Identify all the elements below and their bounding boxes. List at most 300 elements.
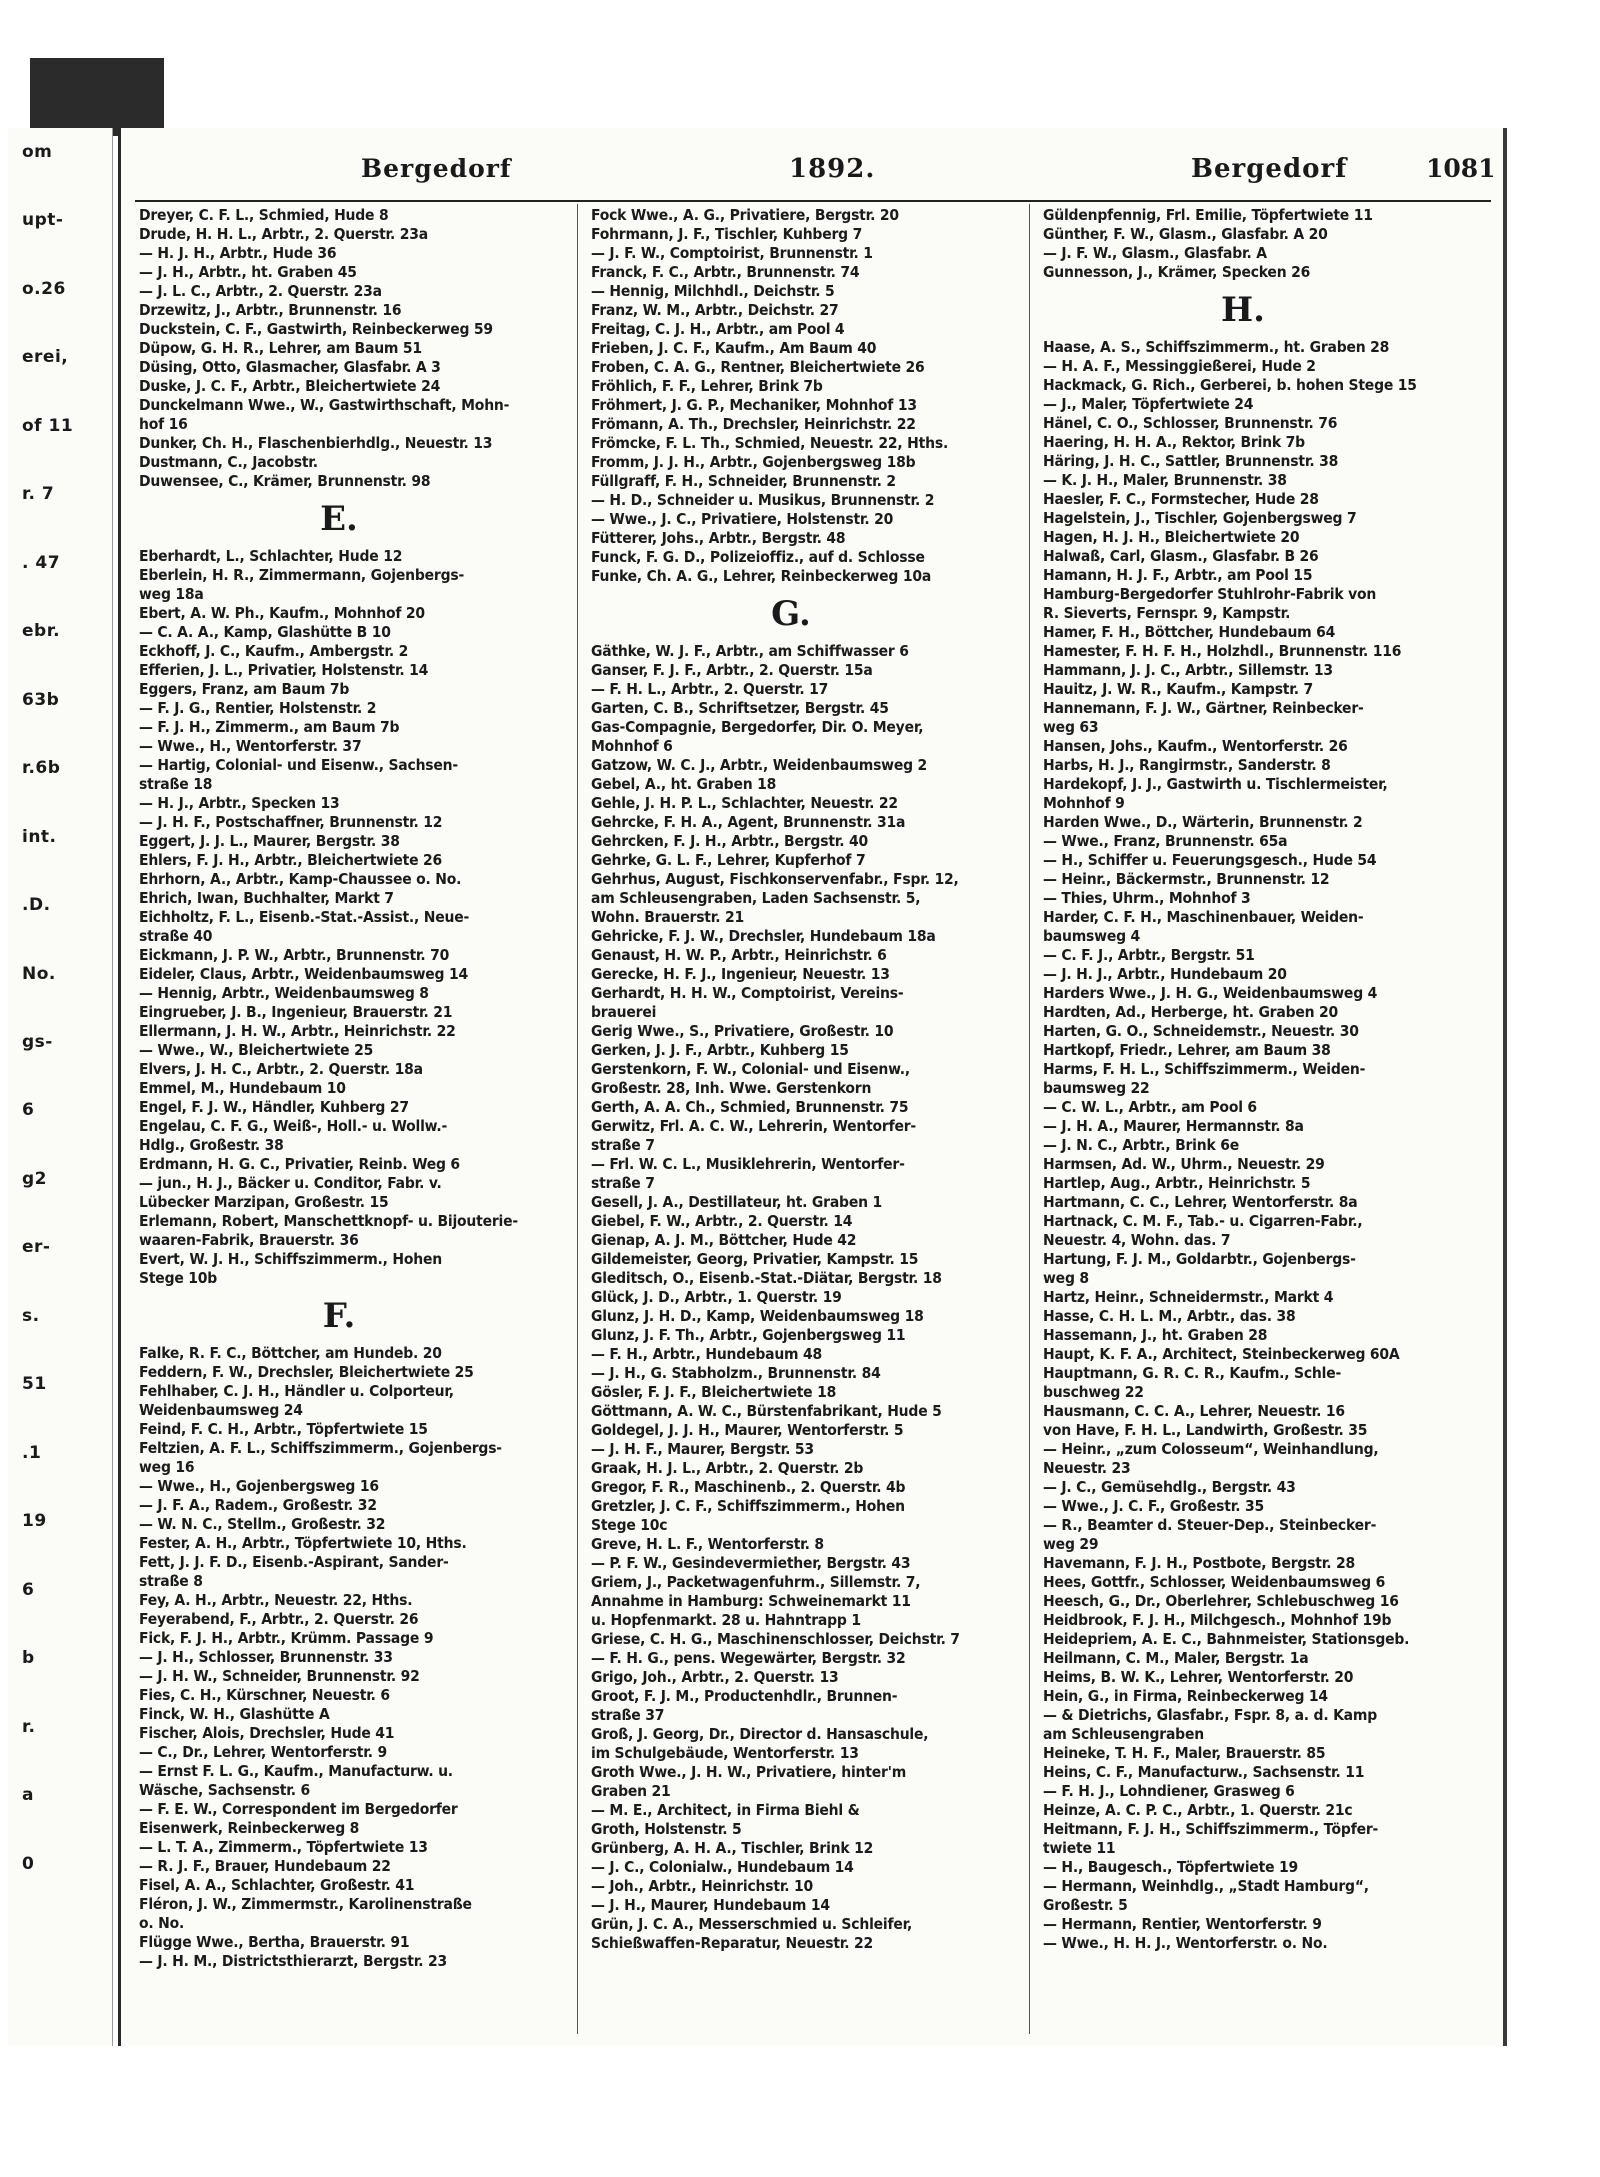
running-head-right: Bergedorf (1191, 154, 1348, 184)
directory-entry: — F. H. J., Lohndiener, Grasweg 6 (1043, 1782, 1295, 1800)
facing-page-fragment: er- (22, 1237, 51, 1258)
year-heading: 1892. (789, 154, 876, 184)
directory-entry: Gehrhus, August, Fischkonservenfabr., Fspr. 12, (591, 870, 959, 888)
directory-entry: Heesch, G., Dr., Oberlehrer, Schlebuschweg 16 (1043, 1592, 1399, 1610)
directory-entry: Stege 10b (139, 1269, 218, 1287)
facing-page-fragment: .1 (22, 1442, 42, 1463)
directory-entry: weg 29 (1043, 1535, 1099, 1553)
directory-entry: — R. J. F., Brauer, Hundebaum 22 (139, 1857, 391, 1875)
directory-entry: Gebel, A., ht. Graben 18 (591, 775, 777, 793)
directory-entry: Fröhmert, J. G. P., Mechaniker, Mohnhof 13 (591, 396, 917, 414)
directory-entry: straße 40 (139, 927, 213, 945)
directory-entry: Großestr. 5 (1043, 1896, 1128, 1914)
directory-entry: o. No. (139, 1914, 185, 1932)
directory-entry: Frömann, A. Th., Drechsler, Heinrichstr. 22 (591, 415, 916, 433)
directory-entry: straße 7 (591, 1136, 655, 1154)
directory-entry: Evert, W. J. H., Schiffszimmerm., Hohen (139, 1250, 442, 1268)
directory-entry: Hartkopf, Friedr., Lehrer, am Baum 38 (1043, 1041, 1331, 1059)
directory-entry: straße 18 (139, 775, 213, 793)
directory-entry: Fröhlich, F. F., Lehrer, Brink 7b (591, 377, 823, 395)
directory-entry: Hagelstein, J., Tischler, Gojenbergsweg 7 (1043, 509, 1357, 527)
facing-page-fragment: 6 (22, 1579, 35, 1600)
facing-page-fragment: 19 (22, 1511, 47, 1532)
directory-entry: Drzewitz, J., Arbtr., Brunnenstr. 16 (139, 301, 402, 319)
directory-entry: baumsweg 4 (1043, 927, 1141, 945)
directory-entry: — L. T. A., Zimmerm., Töpfertwiete 13 (139, 1838, 428, 1856)
directory-entry: Emmel, M., Hundebaum 10 (139, 1079, 346, 1097)
directory-entry: — Wwe., H., Wentorferstr. 37 (139, 737, 362, 755)
directory-entry: Havemann, F. J. H., Postbote, Bergstr. 28 (1043, 1554, 1355, 1572)
directory-entry: Heineke, T. H. F., Maler, Brauerstr. 85 (1043, 1744, 1326, 1762)
directory-entry: Harbs, H. J., Rangirmstr., Sanderstr. 8 (1043, 756, 1331, 774)
directory-entry: Gretzler, J. C. F., Schiffszimmerm., Hohen (591, 1497, 905, 1515)
directory-entry: Fohrmann, J. F., Tischler, Kuhberg 7 (591, 225, 863, 243)
directory-entry: Hein, G., in Firma, Reinbeckerweg 14 (1043, 1687, 1328, 1705)
directory-entry: — P. F. W., Gesindevermiether, Bergstr. 43 (591, 1554, 911, 1572)
directory-entry: Eckhoff, J. C., Kaufm., Ambergstr. 2 (139, 642, 409, 660)
directory-entry: — H. A. F., Messinggießerei, Hude 2 (1043, 357, 1316, 375)
header-rule (135, 200, 1491, 202)
directory-entry: Feind, F. C. H., Arbtr., Töpfertwiete 15 (139, 1420, 428, 1438)
directory-entry: Heidepriem, A. E. C., Bahnmeister, Stationsgeb. (1043, 1630, 1410, 1648)
facing-page-fragment: No. (22, 963, 56, 984)
directory-entry: am Schleusengraben, Laden Sachsenstr. 5, (591, 889, 921, 907)
directory-entry: — jun., H. J., Bäcker u. Conditor, Fabr. v. (139, 1174, 442, 1192)
directory-entry: straße 37 (591, 1706, 665, 1724)
directory-entry: Franck, F. C., Arbtr., Brunnenstr. 74 (591, 263, 860, 281)
directory-entry: — M. E., Architect, in Firma Biehl & (591, 1801, 860, 1819)
directory-entry: von Have, F. H. L., Landwirth, Großestr. 35 (1043, 1421, 1368, 1439)
directory-entry: weg 8 (1043, 1269, 1089, 1287)
directory-entry: — J. L. C., Arbtr., 2. Querstr. 23a (139, 282, 382, 300)
directory-entry: Neuestr. 23 (1043, 1459, 1131, 1477)
directory-entry: Feyerabend, F., Arbtr., 2. Querstr. 26 (139, 1610, 419, 1628)
directory-entry: Gerth, A. A. Ch., Schmied, Brunnenstr. 75 (591, 1098, 909, 1116)
directory-entry: — J. N. C., Arbtr., Brink 6e (1043, 1136, 1239, 1154)
directory-entry: Duske, J. C. F., Arbtr., Bleichertwiete 24 (139, 377, 441, 395)
facing-page-fragment: erei, (22, 347, 69, 368)
column-1 (139, 206, 539, 1971)
directory-entry: Gienap, A. J. M., Böttcher, Hude 42 (591, 1231, 857, 1249)
directory-entry: — Wwe., J. C. F., Großestr. 35 (1043, 1497, 1264, 1515)
directory-entry: Stege 10c (591, 1516, 668, 1534)
directory-entry: hof 16 (139, 415, 188, 433)
directory-entry: Glück, J. D., Arbtr., 1. Querstr. 19 (591, 1288, 842, 1306)
directory-entry: Mohnhof 9 (1043, 794, 1125, 812)
running-head-left: Bergedorf (361, 154, 512, 183)
directory-entry: Füllgraff, F. H., Schneider, Brunnenstr. 2 (591, 472, 896, 490)
column-2 (591, 206, 991, 1953)
facing-page-fragment: b (22, 1648, 35, 1669)
directory-entry: Harms, F. H. L., Schiffszimmerm., Weiden- (1043, 1060, 1366, 1078)
directory-entry: Drude, H. H. L., Arbtr., 2. Querstr. 23a (139, 225, 428, 243)
directory-entry: Ebert, A. W. Ph., Kaufm., Mohnhof 20 (139, 604, 425, 622)
directory-entry: Göttmann, A. W. C., Bürstenfabrikant, Hude 5 (591, 1402, 942, 1420)
page-number: 1081 (1426, 154, 1496, 183)
directory-entry: Häring, J. H. C., Sattler, Brunnenstr. 38 (1043, 452, 1339, 470)
directory-entry: — J. H. M., Districtsthierarzt, Bergstr. 23 (139, 1952, 447, 1970)
directory-entry: Hartz, Heinr., Schneidermstr., Markt 4 (1043, 1288, 1334, 1306)
binding-shadow (30, 58, 164, 136)
directory-entry: Elvers, J. H. C., Arbtr., 2. Querstr. 18a (139, 1060, 423, 1078)
facing-page-fragment: 6 (22, 1100, 35, 1121)
directory-entry: Heidbrook, F. J. H., Milchgesch., Mohnhof 19b (1043, 1611, 1392, 1629)
directory-entry: Hartnack, C. M. F., Tab.- u. Cigarren-Fabr., (1043, 1212, 1363, 1230)
directory-entry: Düsing, Otto, Glasmacher, Glasfabr. A 3 (139, 358, 441, 376)
directory-entry: Heilmann, C. M., Maler, Bergstr. 1a (1043, 1649, 1309, 1667)
directory-entry: — Wwe., J. C., Privatiere, Holstenstr. 20 (591, 510, 894, 528)
directory-entry: — F. J. H., Zimmerm., am Baum 7b (139, 718, 400, 736)
directory-entry: Engel, F. J. W., Händler, Kuhberg 27 (139, 1098, 409, 1116)
facing-page-fragment: g2 (22, 1168, 47, 1189)
directory-entry: — Wwe., H. H. J., Wentorferstr. o. No. (1043, 1934, 1328, 1952)
directory-entry: Gatzow, W. C. J., Arbtr., Weidenbaumsweg 2 (591, 756, 928, 774)
facing-page-fragment: 63b (22, 689, 60, 710)
directory-entry: — Hennig, Arbtr., Weidenbaumsweg 8 (139, 984, 429, 1002)
directory-entry: Heitmann, F. J. H., Schiffszimmerm., Töpfer- (1043, 1820, 1379, 1838)
section-letter: F. (322, 1296, 356, 1336)
facing-page-fragment: 51 (22, 1374, 47, 1395)
directory-entry: Ganser, F. J. F., Arbtr., 2. Querstr. 15a (591, 661, 873, 679)
directory-entry: Frömcke, F. L. Th., Schmied, Neuestr. 22, Hths. (591, 434, 949, 452)
directory-entry: — C. F. J., Arbtr., Bergstr. 51 (1043, 946, 1255, 964)
directory-entry: Hammann, J. J. C., Arbtr., Sillemstr. 13 (1043, 661, 1333, 679)
directory-entry: — J., Maler, Töpfertwiete 24 (1043, 395, 1254, 413)
directory-entry: Schießwaffen-Reparatur, Neuestr. 22 (591, 1934, 874, 1952)
directory-entry: Hänel, C. O., Schlosser, Brunnenstr. 76 (1043, 414, 1338, 432)
directory-entry: Eggers, Franz, am Baum 7b (139, 680, 350, 698)
directory-entry: — & Dietrichs, Glasfabr., Fspr. 8, a. d. Kamp (1043, 1706, 1377, 1724)
directory-entry: — Hartig, Colonial- und Eisenw., Sachsen- (139, 756, 458, 774)
directory-entry: Weidenbaumsweg 24 (139, 1401, 303, 1419)
directory-entry: Hausmann, C. C. A., Lehrer, Neuestr. 16 (1043, 1402, 1345, 1420)
directory-entry: brauerei (591, 1003, 657, 1021)
facing-page-fragment: r.6b (22, 758, 61, 779)
directory-entry: Ehrich, Iwan, Buchhalter, Markt 7 (139, 889, 394, 907)
directory-entry: Fisel, A. A., Schlachter, Großestr. 41 (139, 1876, 415, 1894)
directory-entry: Grün, J. C. A., Messerschmied u. Schleifer, (591, 1915, 913, 1933)
directory-entry: — H., Schiffer u. Feuerungsgesch., Hude 54 (1043, 851, 1377, 869)
directory-entry: Günther, F. W., Glasm., Glasfabr. A 20 (1043, 225, 1328, 243)
facing-page-fragment: a (22, 1785, 34, 1806)
directory-entry: Hardekopf, J. J., Gastwirth u. Tischlermeister, (1043, 775, 1388, 793)
directory-entry: Fies, C. H., Kürschner, Neuestr. 6 (139, 1686, 390, 1704)
directory-entry: — Hermann, Rentier, Wentorferstr. 9 (1043, 1915, 1322, 1933)
column-3 (1043, 206, 1443, 1953)
directory-entry: Mohnhof 6 (591, 737, 673, 755)
directory-entry: Fehlhaber, C. J. H., Händler u. Colporteur, (139, 1382, 454, 1400)
directory-entry: Halwaß, Carl, Glasm., Glasfabr. B 26 (1043, 547, 1319, 565)
directory-entry: Gösler, F. J. F., Bleichertwiete 18 (591, 1383, 837, 1401)
directory-entry: Dunckelmann Wwe., W., Gastwirthschaft, Mohn- (139, 396, 510, 414)
directory-entry: — H., Baugesch., Töpfertwiete 19 (1043, 1858, 1299, 1876)
directory-entry: Gerstenkorn, F. W., Colonial- und Eisenw., (591, 1060, 910, 1078)
directory-entry: — F. E. W., Correspondent im Bergedorfer (139, 1800, 458, 1818)
directory-entry: Gerken, J. J. F., Arbtr., Kuhberg 15 (591, 1041, 849, 1059)
directory-entry: Gildemeister, Georg, Privatier, Kampstr. 15 (591, 1250, 919, 1268)
directory-entry: Falke, R. F. C., Böttcher, am Hundeb. 20 (139, 1344, 442, 1362)
directory-entry: Feltzien, A. F. L., Schiffszimmerm., Gojenbergs- (139, 1439, 502, 1457)
directory-entry: Gesell, J. A., Destillateur, ht. Graben 1 (591, 1193, 882, 1211)
directory-entry: Freitag, C. J. H., Arbtr., am Pool 4 (591, 320, 845, 338)
directory-entry: Hannemann, F. J. W., Gärtner, Reinbecker- (1043, 699, 1364, 717)
directory-entry: Frieben, J. C. F., Kaufm., Am Baum 40 (591, 339, 877, 357)
directory-entry: Fett, J. J. F. D., Eisenb.-Aspirant, Sander- (139, 1553, 449, 1571)
directory-entry: Hassemann, J., ht. Graben 28 (1043, 1326, 1268, 1344)
directory-entry: Gehrke, G. L. F., Lehrer, Kupferhof 7 (591, 851, 866, 869)
directory-entry: Hamester, F. H. F. H., Holzhdl., Brunnenstr. 116 (1043, 642, 1402, 660)
directory-entry: Engelau, C. F. G., Weiß-, Holl.- u. Wollw.- (139, 1117, 448, 1135)
directory-entry: Harmsen, Ad. W., Uhrm., Neuestr. 29 (1043, 1155, 1325, 1173)
directory-entry: Dreyer, C. F. L., Schmied, Hude 8 (139, 206, 389, 224)
directory-entry: Heinze, A. C. P. C., Arbtr., 1. Querstr. 21c (1043, 1801, 1353, 1819)
directory-entry: — C. A. A., Kamp, Glashütte B 10 (139, 623, 391, 641)
directory-entry: — Wwe., H., Gojenbergsweg 16 (139, 1477, 379, 1495)
directory-entry: — J. C., Colonialw., Hundebaum 14 (591, 1858, 854, 1876)
directory-entry: R. Sieverts, Fernspr. 9, Kampstr. (1043, 604, 1291, 622)
directory-entry: Efferien, J. L., Privatier, Holstenstr. 14 (139, 661, 429, 679)
section-letter: E. (320, 499, 358, 539)
directory-entry: Haering, H. H. A., Rektor, Brink 7b (1043, 433, 1305, 451)
directory-entry: Hackmack, G. Rich., Gerberei, b. hohen Stege 15 (1043, 376, 1417, 394)
directory-entry: Eichholtz, F. L., Eisenb.-Stat.-Assist., Neue- (139, 908, 470, 926)
directory-entry: Hardten, Ad., Herberge, ht. Graben 20 (1043, 1003, 1339, 1021)
directory-entry: Glunz, J. F. Th., Arbtr., Gojenbergsweg 11 (591, 1326, 906, 1344)
directory-entry: twiete 11 (1043, 1839, 1116, 1857)
directory-entry: im Schulgebäude, Wentorferstr. 13 (591, 1744, 859, 1762)
directory-entry: Fischer, Alois, Drechsler, Hude 41 (139, 1724, 395, 1742)
directory-entry: Gerecke, H. F. J., Ingenieur, Neuestr. 13 (591, 965, 890, 983)
section-letter: H. (1221, 290, 1265, 330)
facing-page-fragment: 0 (22, 1853, 35, 1874)
facing-page-edge (8, 128, 113, 2046)
directory-entry: Harten, G. O., Schneidemstr., Neuestr. 30 (1043, 1022, 1359, 1040)
directory-entry: — H. J., Arbtr., Specken 13 (139, 794, 340, 812)
directory-entry: — J. H., Arbtr., ht. Graben 45 (139, 263, 357, 281)
directory-entry: Duwensee, C., Krämer, Brunnenstr. 98 (139, 472, 431, 490)
facing-page-fragment: upt- (22, 210, 64, 231)
directory-entry: — J. H., G. Stabholzm., Brunnenstr. 84 (591, 1364, 881, 1382)
directory-entry: Ehrhorn, A., Arbtr., Kamp-Chaussee o. No. (139, 870, 462, 888)
facing-page-fragment: s. (22, 1305, 40, 1326)
directory-entry: — H. D., Schneider u. Musikus, Brunnenstr. 2 (591, 491, 935, 509)
directory-entry: Feddern, F. W., Drechsler, Bleichertwiete 25 (139, 1363, 474, 1381)
directory-entry: — Frl. W. C. L., Musiklehrerin, Wentorfer- (591, 1155, 905, 1173)
directory-entry: Groot, F. J. M., Productenhdlr., Brunnen- (591, 1687, 898, 1705)
directory-entry: Fey, A. H., Arbtr., Neuestr. 22, Hths. (139, 1591, 413, 1609)
directory-entry: Funke, Ch. A. G., Lehrer, Reinbeckerweg 10a (591, 567, 932, 585)
directory-entry: Eickmann, J. P. W., Arbtr., Brunnenstr. 70 (139, 946, 450, 964)
directory-entry: weg 63 (1043, 718, 1099, 736)
facing-page-fragment: om (22, 142, 53, 162)
directory-entry: am Schleusengraben (1043, 1725, 1204, 1743)
directory-entry: Fick, F. J. H., Arbtr., Krümm. Passage 9 (139, 1629, 434, 1647)
directory-entry: Gehricke, F. J. W., Drechsler, Hundebaum 18a (591, 927, 936, 945)
directory-entry: Gerig Wwe., S., Privatiere, Großestr. 10 (591, 1022, 894, 1040)
directory-entry: — C., Dr., Lehrer, Wentorferstr. 9 (139, 1743, 387, 1761)
directory-entry: Hamer, F. H., Böttcher, Hundebaum 64 (1043, 623, 1336, 641)
directory-entry: Güldenpfennig, Frl. Emilie, Töpfertwiete 11 (1043, 206, 1373, 224)
directory-entry: weg 18a (139, 585, 204, 603)
directory-entry: Fock Wwe., A. G., Privatiere, Bergstr. 20 (591, 206, 899, 224)
directory-entry: Eberhardt, L., Schlachter, Hude 12 (139, 547, 403, 565)
directory-entry: weg 16 (139, 1458, 195, 1476)
directory-entry: Haesler, F. C., Formstecher, Hude 28 (1043, 490, 1319, 508)
directory-entry: Eideler, Claus, Arbtr., Weidenbaumsweg 14 (139, 965, 468, 983)
directory-entry: Hauptmann, G. R. C. R., Kaufm., Schle- (1043, 1364, 1342, 1382)
facing-page-fragment: ebr. (22, 621, 61, 642)
directory-entry: — Heinr., Bäckermstr., Brunnenstr. 12 (1043, 870, 1330, 888)
directory-entry: Fromm, J. J. H., Arbtr., Gojenbergsweg 18b (591, 453, 916, 471)
directory-entry: Haase, A. S., Schiffszimmerm., ht. Graben 28 (1043, 338, 1390, 356)
directory-entry: baumsweg 22 (1043, 1079, 1150, 1097)
directory-entry: Eingrueber, J. B., Ingenieur, Brauerstr. 21 (139, 1003, 453, 1021)
directory-entry: Goldegel, J. J. H., Maurer, Wentorferstr. 5 (591, 1421, 904, 1439)
directory-entry: — J. F. W., Glasm., Glasfabr. A (1043, 244, 1267, 262)
directory-entry: — Wwe., W., Bleichertwiete 25 (139, 1041, 374, 1059)
directory-entry: Heims, B. W. K., Lehrer, Wentorferstr. 20 (1043, 1668, 1354, 1686)
directory-entry: Harden Wwe., D., Wärterin, Brunnenstr. 2 (1043, 813, 1363, 831)
directory-entry: Hdlg., Großestr. 38 (139, 1136, 284, 1154)
directory-entry: Annahme in Hamburg: Schweinemarkt 11 (591, 1592, 911, 1610)
directory-entry: — J. H. F., Postschaffner, Brunnenstr. 12 (139, 813, 443, 831)
directory-entry: Griem, J., Packetwagenfuhrm., Sillemstr. 7, (591, 1573, 921, 1591)
directory-entry: Gleditsch, O., Eisenb.-Stat.-Diätar, Bergstr. 18 (591, 1269, 942, 1287)
directory-entry: Graak, H. J. L., Arbtr., 2. Querstr. 2b (591, 1459, 864, 1477)
facing-page-fragment: .D. (22, 895, 51, 916)
directory-entry: Groß, J. Georg, Dr., Director d. Hansaschule, (591, 1725, 929, 1743)
directory-page (118, 128, 1507, 2046)
facing-page-fragment: of 11 (22, 415, 74, 436)
directory-entry: Gerhardt, H. H. W., Comptoirist, Vereins- (591, 984, 904, 1002)
directory-entry: waaren-Fabrik, Brauerstr. 36 (139, 1231, 359, 1249)
column-divider (577, 204, 578, 2034)
directory-entry: Erlemann, Robert, Manschettknopf- u. Bijouterie- (139, 1212, 518, 1230)
directory-entry: Dunker, Ch. H., Flaschenbierhdlg., Neuestr. 13 (139, 434, 493, 452)
directory-entry: Gas-Compagnie, Bergedorfer, Dir. O. Meyer, (591, 718, 924, 736)
section-letter: G. (771, 594, 811, 634)
directory-entry: Ellermann, J. H. W., Arbtr., Heinrichstr. 22 (139, 1022, 456, 1040)
directory-entry: — F. H. L., Arbtr., 2. Querstr. 17 (591, 680, 829, 698)
directory-entry: straße 8 (139, 1572, 203, 1590)
directory-entry: Glunz, J. H. D., Kamp, Weidenbaumsweg 18 (591, 1307, 924, 1325)
directory-entry: Hartmann, C. C., Lehrer, Wentorferstr. 8a (1043, 1193, 1358, 1211)
directory-entry: Düpow, G. H. R., Lehrer, am Baum 51 (139, 339, 422, 357)
directory-entry: Hamann, H. J. F., Arbtr., am Pool 15 (1043, 566, 1313, 584)
directory-entry: Funck, F. G. D., Polizeioffiz., auf d. Schlosse (591, 548, 925, 566)
directory-entry: — J. F. W., Comptoirist, Brunnenstr. 1 (591, 244, 873, 262)
directory-entry: — F. H. G., pens. Wegewärter, Bergstr. 32 (591, 1649, 906, 1667)
directory-entry: Eggert, J. J. L., Maurer, Bergstr. 38 (139, 832, 400, 850)
directory-entry: Hagen, H. J. H., Bleichertwiete 20 (1043, 528, 1300, 546)
directory-entry: Harders Wwe., J. H. G., Weidenbaumsweg 4 (1043, 984, 1378, 1002)
directory-entry: Gehrcke, F. H. A., Agent, Brunnenstr. 31a (591, 813, 906, 831)
directory-entry: Fester, A. H., Arbtr., Töpfertwiete 10, Hths. (139, 1534, 467, 1552)
directory-entry: Hauitz, J. W. R., Kaufm., Kampstr. 7 (1043, 680, 1313, 698)
directory-entry: Groth Wwe., J. H. W., Privatiere, hinter'm (591, 1763, 907, 1781)
directory-entry: — F. H., Arbtr., Hundebaum 48 (591, 1345, 823, 1363)
directory-entry: — Hennig, Milchhdl., Deichstr. 5 (591, 282, 835, 300)
directory-entry: Finck, W. H., Glashütte A (139, 1705, 330, 1723)
directory-entry: Fütterer, Johs., Arbtr., Bergstr. 48 (591, 529, 846, 547)
directory-entry: Froben, C. A. G., Rentner, Bleichertwiete 26 (591, 358, 925, 376)
directory-entry: Griese, C. H. G., Maschinenschlosser, Deichstr. 7 (591, 1630, 960, 1648)
directory-entry: Grigo, Joh., Arbtr., 2. Querstr. 13 (591, 1668, 839, 1686)
directory-entry: Großestr. 28, Inh. Wwe. Gerstenkorn (591, 1079, 872, 1097)
directory-entry: Lübecker Marzipan, Großestr. 15 (139, 1193, 389, 1211)
directory-entry: Harder, C. F. H., Maschinenbauer, Weiden- (1043, 908, 1364, 926)
directory-entry: — Ernst F. L. G., Kaufm., Manufacturw. u. (139, 1762, 453, 1780)
directory-entry: Flügge Wwe., Bertha, Brauerstr. 91 (139, 1933, 410, 1951)
directory-entry: Dustmann, C., Jacobstr. (139, 453, 318, 471)
directory-entry: Gehrcken, F. J. H., Arbtr., Bergstr. 40 (591, 832, 869, 850)
directory-entry: u. Hopfenmarkt. 28 u. Hahntrapp 1 (591, 1611, 861, 1629)
directory-entry: Erdmann, H. G. C., Privatier, Reinb. Weg 6 (139, 1155, 460, 1173)
directory-entry: Gregor, F. R., Maschinenb., 2. Querstr. 4b (591, 1478, 906, 1496)
directory-entry: — H. J. H., Arbtr., Hude 36 (139, 244, 337, 262)
facing-page-fragment: int. (22, 826, 57, 847)
facing-page-fragment: o.26 (22, 278, 66, 299)
directory-entry: Hasse, C. H. L. M., Arbtr., das. 38 (1043, 1307, 1296, 1325)
directory-entry: — J. H. J., Arbtr., Hundebaum 20 (1043, 965, 1287, 983)
directory-entry: buschweg 22 (1043, 1383, 1144, 1401)
directory-entry: — J. H., Maurer, Hundebaum 14 (591, 1896, 830, 1914)
directory-entry: Wäsche, Sachsenstr. 6 (139, 1781, 310, 1799)
directory-entry: Hamburg-Bergedorfer Stuhlrohr-Fabrik von (1043, 585, 1377, 603)
directory-entry: Hartlep, Aug., Arbtr., Heinrichstr. 5 (1043, 1174, 1311, 1192)
directory-entry: — R., Beamter d. Steuer-Dep., Steinbecker- (1043, 1516, 1377, 1534)
directory-entry: Gunnesson, J., Krämer, Specken 26 (1043, 263, 1311, 281)
directory-entry: Heins, C. F., Manufacturw., Sachsenstr. 11 (1043, 1763, 1365, 1781)
facing-page-fragment: r. 7 (22, 484, 55, 505)
facing-page-fragment: gs- (22, 1032, 53, 1052)
directory-entry: Giebel, F. W., Arbtr., 2. Querstr. 14 (591, 1212, 853, 1230)
directory-entry: Franz, W. M., Arbtr., Deichstr. 27 (591, 301, 839, 319)
directory-entry: — K. J. H., Maler, Brunnenstr. 38 (1043, 471, 1287, 489)
directory-entry: Hartung, F. J. M., Goldarbtr., Gojenbergs- (1043, 1250, 1356, 1268)
directory-entry: Garten, C. B., Schriftsetzer, Bergstr. 45 (591, 699, 889, 717)
directory-entry: Graben 21 (591, 1782, 671, 1800)
directory-entry: Fléron, J. W., Zimmermstr., Karolinenstraße (139, 1895, 472, 1913)
directory-entry: — Joh., Arbtr., Heinrichstr. 10 (591, 1877, 814, 1895)
directory-entry: — Wwe., Franz, Brunnenstr. 65a (1043, 832, 1288, 850)
directory-entry: Gehle, J. H. P. L., Schlachter, Neuestr. 22 (591, 794, 898, 812)
directory-entry: Neuestr. 4, Wohn. das. 7 (1043, 1231, 1231, 1249)
directory-entry: Gäthke, W. J. F., Arbtr., am Schiffwasser 6 (591, 642, 909, 660)
directory-entry: — Heinr., „zum Colosseum“, Weinhandlung, (1043, 1440, 1379, 1458)
directory-entry: Ehlers, F. J. H., Arbtr., Bleichertwiete 26 (139, 851, 443, 869)
directory-entry: — F. J. G., Rentier, Holstenstr. 2 (139, 699, 377, 717)
directory-entry: straße 7 (591, 1174, 655, 1192)
directory-entry: Greve, H. L. F., Wentorferstr. 8 (591, 1535, 824, 1553)
directory-entry: — Thies, Uhrm., Mohnhof 3 (1043, 889, 1251, 907)
directory-entry: — J. H. W., Schneider, Brunnenstr. 92 (139, 1667, 420, 1685)
facing-page-fragment: . 47 (22, 552, 61, 573)
directory-entry: Gerwitz, Frl. A. C. W., Lehrerin, Wentorfer- (591, 1117, 916, 1135)
directory-entry: — J. F. A., Radem., Großestr. 32 (139, 1496, 377, 1514)
directory-entry: Haupt, K. F. A., Architect, Steinbeckerweg 60A (1043, 1345, 1400, 1363)
directory-entry: Wohn. Brauerstr. 21 (591, 908, 745, 926)
directory-entry: — J. H., Schlosser, Brunnenstr. 33 (139, 1648, 393, 1666)
directory-entry: — W. N. C., Stellm., Großestr. 32 (139, 1515, 386, 1533)
directory-entry: Genaust, H. W. P., Arbtr., Heinrichstr. 6 (591, 946, 887, 964)
directory-entry: Duckstein, C. F., Gastwirth, Reinbeckerweg 59 (139, 320, 493, 338)
directory-entry: Eberlein, H. R., Zimmermann, Gojenbergs- (139, 566, 465, 584)
directory-entry: Groth, Holstenstr. 5 (591, 1820, 742, 1838)
directory-entry: Hansen, Johs., Kaufm., Wentorferstr. 26 (1043, 737, 1348, 755)
directory-entry: Grünberg, A. H. A., Tischler, Brink 12 (591, 1839, 874, 1857)
directory-entry: — J. C., Gemüsehdlg., Bergstr. 43 (1043, 1478, 1296, 1496)
